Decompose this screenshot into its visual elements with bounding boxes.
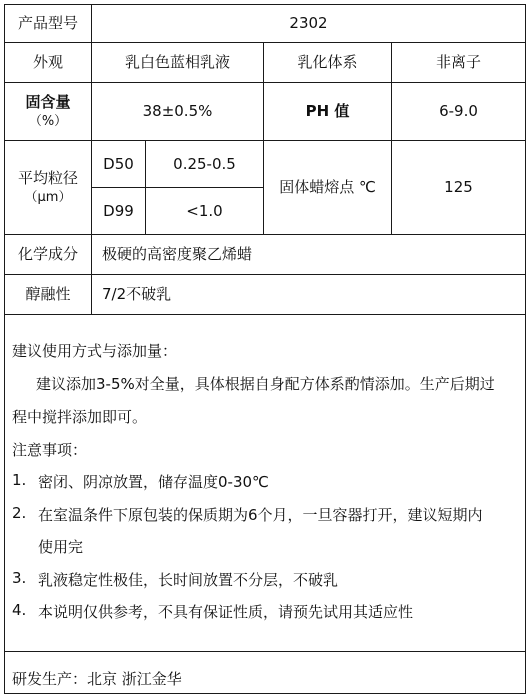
caution-item-text: 在室温条件下原包装的保质期为6个月，一旦容器打开，建议短期内 xyxy=(38,506,483,524)
rule xyxy=(4,651,526,652)
emulsion-system-value: 非离子 xyxy=(435,53,481,71)
melting-point-value: 125 xyxy=(444,178,473,196)
caution-item-text-continued: 使用完 xyxy=(38,538,84,556)
usage-text-line: 建议添加3-5%对全量，具体根据自身配方体系酌情添加。生产后期过 xyxy=(36,375,495,393)
usage-text-line: 程中搅拌添加即可。 xyxy=(12,408,148,426)
appearance-label: 外观 xyxy=(32,53,63,71)
d50-label: D50 xyxy=(103,154,134,173)
particle-size-label xyxy=(5,141,91,234)
solid-content-label xyxy=(5,83,91,140)
rule xyxy=(4,314,526,315)
caution-heading: 注意事项： xyxy=(12,441,88,459)
chemical-composition-label: 化学成分 xyxy=(17,245,78,263)
appearance-value: 乳白色蓝相乳液 xyxy=(124,53,230,71)
caution-item-text: 本说明仅供参考，不具有保证性质，请预先试用其适应性 xyxy=(38,603,414,621)
manufacturer-footer: 研发生产：北京 浙江金华 xyxy=(12,670,182,688)
alcohol-compatibility-label: 醇融性 xyxy=(25,285,71,303)
usage-heading: 建议使用方式与添加量： xyxy=(12,342,178,360)
ph-label: PH 值 xyxy=(305,102,350,120)
solid-content-unit: （%） xyxy=(28,113,68,129)
d50-value: 0.25-0.5 xyxy=(173,154,236,173)
caution-item-number: 1. xyxy=(12,471,27,489)
caution-item-text: 乳液稳定性极佳，长时间放置不分层，不破乳 xyxy=(38,571,339,589)
particle-size-unit: （μm） xyxy=(24,189,72,205)
caution-item-number: 2. xyxy=(12,504,27,522)
model-value: 2302 xyxy=(289,14,328,32)
rule xyxy=(4,693,526,694)
rule xyxy=(525,4,526,694)
melting-point-label: 固体蜡熔点 ℃ xyxy=(279,178,376,196)
ph-value: 6-9.0 xyxy=(439,102,478,120)
alcohol-compatibility-value: 7/2不破乳 xyxy=(102,285,172,303)
d99-label: D99 xyxy=(103,201,134,220)
chemical-composition-value: 极硬的高密度聚乙烯蜡 xyxy=(102,245,253,263)
caution-item-number: 4. xyxy=(12,601,27,619)
solid-content-value: 38±0.5% xyxy=(142,102,213,120)
d99-value: <1.0 xyxy=(186,201,223,220)
model-label: 产品型号 xyxy=(17,14,78,32)
particle-size-title: 平均粒径 xyxy=(17,168,78,187)
caution-item-number: 3. xyxy=(12,569,27,587)
emulsion-system-label: 乳化体系 xyxy=(297,53,358,71)
solid-content-title: 固含量 xyxy=(25,92,71,111)
caution-item-text: 密闭、阴凉放置，储存温度0-30℃ xyxy=(38,473,269,491)
